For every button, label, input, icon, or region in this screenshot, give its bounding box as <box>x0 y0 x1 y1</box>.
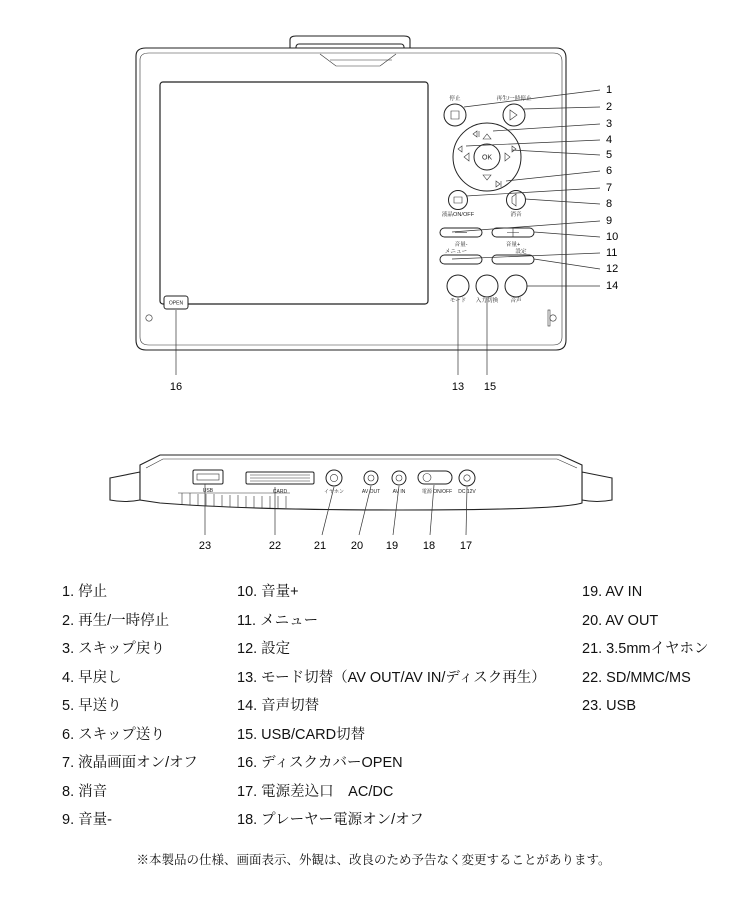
callout-20: 20 <box>350 540 364 552</box>
stop-button[interactable] <box>444 104 466 126</box>
disc-cover-open-label: OPEN <box>168 300 184 307</box>
lcd-screen <box>160 82 428 304</box>
input-switch-label: 入力切換 <box>475 298 499 304</box>
audio-button[interactable] <box>505 275 527 297</box>
audio-label: 音声 <box>510 298 522 304</box>
legend-column-2 <box>237 578 582 835</box>
legend-column-1 <box>62 578 237 835</box>
mute-label: 消音 <box>510 212 522 218</box>
callout-16: 16 <box>169 381 183 393</box>
av-in-label: AV IN <box>392 489 406 495</box>
legend-item: 22. SD/MMC/MS <box>582 669 691 686</box>
callout-3: 3 <box>606 118 613 130</box>
legend-item: 16. ディスクカバーOPEN <box>237 755 403 771</box>
legend-item: 12. 設定 <box>237 641 291 657</box>
legend-item: 18. プレーヤー電源オン/オフ <box>237 812 424 828</box>
legend-item: 3. スキップ戻り <box>62 641 165 657</box>
legend-item: 8. 消音 <box>62 783 108 800</box>
callout-7: 7 <box>606 182 613 194</box>
legend-item: 20. AV OUT <box>582 612 659 629</box>
callout-2: 2 <box>606 101 613 113</box>
callout-6: 6 <box>606 165 613 177</box>
legend-item: 1. 停止 <box>62 584 108 600</box>
callout-15: 15 <box>483 381 497 393</box>
callout-21: 21 <box>313 540 327 552</box>
legend-item: 23. USB <box>582 698 636 714</box>
legend-item: 9. 音量- <box>62 812 112 828</box>
av-out-label: AV OUT <box>361 489 381 495</box>
legend-item: 5. 早送り <box>62 698 122 714</box>
legend-item: 6. スキップ送り <box>62 726 165 743</box>
callout-22: 22 <box>268 540 282 552</box>
play-pause-button-label: 再生/一時停止 <box>496 96 532 102</box>
mode-label: モード <box>449 298 467 304</box>
side-left-wing <box>110 472 140 502</box>
legend <box>0 578 747 835</box>
earphone-jack-label: イヤホン <box>323 489 345 495</box>
callout-19: 19 <box>385 540 399 552</box>
callout-10: 10 <box>606 231 619 243</box>
callout-12: 12 <box>606 263 619 275</box>
mode-button[interactable] <box>447 275 469 297</box>
input-switch-button[interactable] <box>476 275 498 297</box>
callout-5: 5 <box>606 149 613 161</box>
legend-item: 21. 3.5mmイヤホン <box>582 641 709 657</box>
lcd-on-off-button[interactable] <box>449 191 468 210</box>
lcd-on-off-label: 液晶ON/OFF <box>441 212 475 218</box>
legend-item: 17. 電源差込口 AC/DC <box>237 783 394 800</box>
menu-button[interactable] <box>440 255 482 264</box>
callout-1: 1 <box>606 84 613 96</box>
legend-item: 2. 再生/一時停止 <box>62 612 170 629</box>
footnote: ※本製品の仕様、画面表示、外観は、改良のため予告なく変更することがあります。 <box>136 853 611 867</box>
legend-item: 10. 音量+ <box>237 584 299 600</box>
legend-item: 19. AV IN <box>582 584 643 600</box>
callout-18: 18 <box>422 540 436 552</box>
stop-button-label: 停止 <box>449 96 461 102</box>
setup-label: 設定 <box>515 249 527 255</box>
legend-item: 15. USB/CARD切替 <box>237 726 366 743</box>
legend-item: 4. 早戻し <box>62 669 122 686</box>
callout-4: 4 <box>606 134 613 146</box>
legend-item: 13. モード切替（AV OUT/AV IN/ディスク再生） <box>237 669 546 686</box>
dc-in-label: DC 12V <box>458 489 476 495</box>
usb-port-label: USB <box>202 488 214 494</box>
power-switch-label: 電源 ON/OFF <box>421 489 453 495</box>
ok-button-label: OK <box>481 154 493 162</box>
av-in-jack[interactable] <box>392 471 406 485</box>
legend-item: 7. 液晶画面オン/オフ <box>62 755 198 771</box>
earphone-jack[interactable] <box>326 470 342 486</box>
legend-item: 11. メニュー <box>237 612 319 629</box>
legend-column-3 <box>582 578 747 835</box>
side-unit-illustration <box>110 455 612 552</box>
callout-11: 11 <box>606 247 618 259</box>
top-unit-illustration <box>136 36 618 393</box>
side-right-wing <box>582 472 612 502</box>
callout-17: 17 <box>459 540 473 552</box>
volume-down-label: 音量- <box>454 242 468 248</box>
play-pause-button[interactable] <box>503 104 525 126</box>
callout-13: 13 <box>451 381 465 393</box>
card-slot-label: CARD <box>272 489 288 495</box>
callout-8: 8 <box>606 198 613 210</box>
dc-in-jack[interactable] <box>459 470 475 486</box>
callout-9: 9 <box>606 215 613 227</box>
volume-up-label: 音量+ <box>505 242 521 248</box>
callout-14: 14 <box>606 280 619 292</box>
callout-23: 23 <box>198 540 212 552</box>
menu-label: メニュー <box>444 249 468 255</box>
legend-item: 14. 音声切替 <box>237 698 320 714</box>
av-out-jack[interactable] <box>364 471 378 485</box>
usb-port[interactable] <box>193 470 223 484</box>
